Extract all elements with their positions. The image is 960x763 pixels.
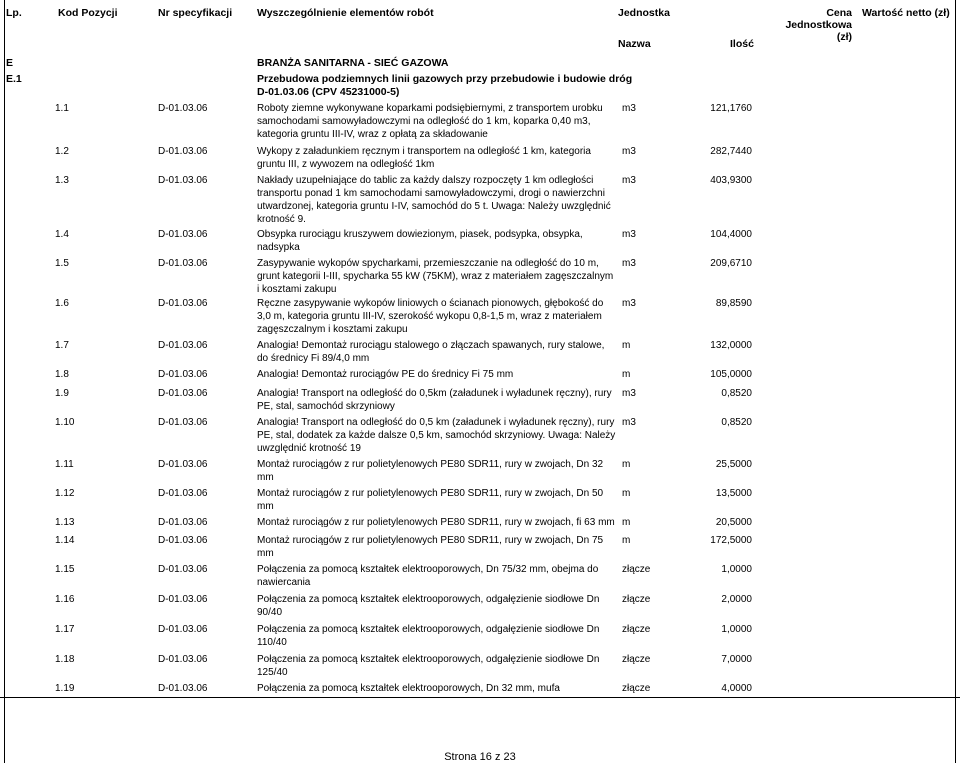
row-lp: 1.15 (55, 564, 75, 575)
row-desc: Połączenia za pomocą kształtek elektrooporowych, odgałęzienie siodłowe Dn 110/40 (257, 624, 600, 648)
row-unit: m (622, 340, 631, 351)
row-desc: Połączenia za pomocą kształtek elektrooporowych, odgałęzienie siodłowe Dn 90/40 (257, 594, 600, 618)
row-qty: 121,1760 (710, 103, 752, 114)
row-desc: Nakłady uzupełniające do tablic za każdy dalszy rozpoczęty 1 km odległości transportu ponad 1 km samochodami samowyładowczymi, drogi o nawierzchni utwardzonej, kategoria gruntu I-IV, samochód do 5 t. Uwaga: Należy uwzględnić krotność 9. (257, 175, 611, 225)
row-unit: m (622, 488, 631, 499)
row-lp: 1.8 (55, 369, 69, 380)
row-kod: D-01.03.06 (158, 388, 208, 399)
row-unit: m3 (622, 258, 636, 269)
row-qty: 172,5000 (710, 535, 752, 546)
header-opis: Wyszczególnienie elementów robót (257, 7, 434, 19)
row-desc: Analogia! Transport na odległość do 0,5 km (załadunek i wyładunek ręczny), rury PE, stal, dodatek za każde dalsze 0,5 km, samochód skrzyniowy. Uwaga: Należy uwzględnić krotność 19 (257, 417, 616, 454)
row-lp: 1.7 (55, 340, 69, 351)
row-lp: 1.2 (55, 146, 69, 157)
row-lp: 1.12 (55, 488, 75, 499)
row-qty: 25,5000 (715, 459, 752, 470)
row-qty: 89,8590 (715, 298, 752, 309)
section-e-code: E (6, 57, 14, 69)
row-lp: 1.6 (55, 298, 69, 309)
row-kod: D-01.03.06 (158, 564, 208, 575)
row-desc: Połączenia za pomocą kształtek elektrooporowych, Dn 75/32 mm, obejma do nawiercania (257, 564, 599, 588)
row-qty: 132,0000 (710, 340, 752, 351)
row-unit: m (622, 517, 631, 528)
row-qty: 1,0000 (721, 624, 752, 635)
section-e-title: BRANŻA SANITARNA - SIEĆ GAZOWA (257, 57, 449, 69)
row-unit: złącze (622, 683, 651, 694)
row-unit: m (622, 369, 631, 380)
row-desc: Analogia! Transport na odległość do 0,5km (załadunek i wyładunek ręczny), rury PE, stal, samochód skrzyniowy (257, 388, 612, 412)
row-unit: złącze (622, 564, 651, 575)
row-kod: D-01.03.06 (158, 340, 208, 351)
row-kod: D-01.03.06 (158, 594, 208, 605)
row-qty: 104,4000 (710, 229, 752, 240)
row-qty: 0,8520 (721, 417, 752, 428)
row-desc: Ręczne zasypywanie wykopów liniowych o ścianach pionowych, głębokość do 3,0 m, kategoria gruntu III-IV, szerokość wykopu 0,8-1,5 m, wraz z materiałem zagęszczalnym i kosztami zakupu (257, 298, 604, 335)
row-desc: Połączenia za pomocą kształtek elektrooporowych, Dn 32 mm, mufa (257, 683, 560, 694)
row-unit: m3 (622, 175, 636, 186)
header-cena-line2: (zł) (836, 31, 852, 43)
row-unit: złącze (622, 654, 651, 665)
row-lp: 1.9 (55, 388, 69, 399)
row-lp: 1.5 (55, 258, 69, 269)
row-kod: D-01.03.06 (158, 683, 208, 694)
row-kod: D-01.03.06 (158, 175, 208, 186)
row-unit: m (622, 459, 631, 470)
header-wartosc: Wartość netto (zł) (862, 7, 950, 19)
row-qty: 13,5000 (715, 488, 752, 499)
header-kod: Kod Pozycji (58, 7, 118, 19)
row-qty: 209,6710 (710, 258, 752, 269)
section-e1-code: E.1 (6, 73, 22, 85)
row-lp: 1.16 (55, 594, 75, 605)
row-unit: m3 (622, 298, 636, 309)
row-lp: 1.3 (55, 175, 69, 186)
row-lp: 1.18 (55, 654, 75, 665)
row-lp: 1.13 (55, 517, 75, 528)
row-qty: 0,8520 (721, 388, 752, 399)
row-unit: m3 (622, 417, 636, 428)
row-kod: D-01.03.06 (158, 517, 208, 528)
row-desc: Połączenia za pomocą kształtek elektrooporowych, odgałęzienie siodłowe Dn 125/40 (257, 654, 600, 678)
row-lp: 1.11 (55, 459, 74, 470)
row-desc: Zasypywanie wykopów spycharkami, przemieszczanie na odległość do 10 m, grunt kategorii I-III, spycharka 55 kW (75KM), wraz z materiałem zagęszczalnym i kosztami zakupu (257, 258, 614, 295)
row-unit: złącze (622, 594, 651, 605)
row-kod: D-01.03.06 (158, 535, 208, 546)
row-lp: 1.1 (55, 103, 69, 114)
left-border (4, 0, 5, 763)
row-kod: D-01.03.06 (158, 369, 208, 380)
header-lp: Lp. (6, 7, 22, 19)
row-kod: D-01.03.06 (158, 624, 208, 635)
row-unit: m (622, 535, 631, 546)
row-desc: Roboty ziemne wykonywane koparkami podsiębiernymi, z transportem urobku samochodami samowyładowczymi na odległość do 1 km, koparka 0,40 m3, kategoria gruntu III-IV, wraz z opłatą za składowanie (257, 103, 603, 140)
header-cena (760, 7, 852, 43)
row-desc: Montaż rurociągów z rur polietylenowych PE80 SDR11, rury w zwojach, Dn 75 mm (257, 535, 604, 559)
row-lp: 1.10 (55, 417, 75, 428)
row-desc: Obsypka rurociągu kruszywem dowiezionym, piasek, podsypka, obsypka, nadsypka (257, 229, 583, 253)
row-kod: D-01.03.06 (158, 417, 208, 428)
row-qty: 105,0000 (710, 369, 752, 380)
header-ilosc: Ilość (730, 38, 754, 50)
row-lp: 1.17 (55, 624, 75, 635)
row-unit: m3 (622, 388, 636, 399)
row-qty: 2,0000 (721, 594, 752, 605)
header-nazwa: Nazwa (618, 38, 651, 50)
row-qty: 20,5000 (715, 517, 752, 528)
row-desc: Analogia! Demontaż rurociągu stalowego o złączach spawanych, rury stalowe, do średnicy Fi 89/4,0 mm (257, 340, 605, 364)
page-number: Strona 16 z 23 (444, 751, 516, 763)
header-nr-spec: Nr specyfikacji (158, 7, 233, 19)
row-kod: D-01.03.06 (158, 654, 208, 665)
row-qty: 7,0000 (721, 654, 752, 665)
row-unit: m3 (622, 103, 636, 114)
row-unit: m3 (622, 229, 636, 240)
section-e1-line1: Przebudowa podziemnych linii gazowych przy przebudowie i budowie dróg (257, 73, 633, 85)
row-kod: D-01.03.06 (158, 103, 208, 114)
bottom-rule (0, 697, 960, 698)
row-qty: 282,7440 (710, 146, 752, 157)
header-cena-line1: Cena Jednostkowa (785, 7, 852, 31)
row-unit: m3 (622, 146, 636, 157)
row-desc: Montaż rurociągów z rur polietylenowych PE80 SDR11, rury w zwojach, Dn 50 mm (257, 488, 604, 512)
row-lp: 1.4 (55, 229, 69, 240)
row-qty: 4,0000 (721, 683, 752, 694)
row-kod: D-01.03.06 (158, 459, 208, 470)
row-qty: 403,9300 (710, 175, 752, 186)
right-border (955, 0, 956, 763)
row-kod: D-01.03.06 (158, 229, 208, 240)
row-qty: 1,0000 (721, 564, 752, 575)
row-kod: D-01.03.06 (158, 258, 208, 269)
table-header (0, 0, 960, 43)
row-desc: Montaż rurociągów z rur polietylenowych PE80 SDR11, rury w zwojach, Dn 32 mm (257, 459, 604, 483)
row-lp: 1.19 (55, 683, 75, 694)
row-lp: 1.14 (55, 535, 75, 546)
row-desc: Wykopy z załadunkiem ręcznym i transportem na odległość 1 km, kategoria gruntu III, z wywozem na odległość 1km (257, 146, 591, 170)
row-kod: D-01.03.06 (158, 146, 208, 157)
row-kod: D-01.03.06 (158, 488, 208, 499)
section-e1-line2: D-01.03.06 (CPV 45231000-5) (257, 86, 400, 98)
row-desc: Analogia! Demontaż rurociągów PE do średnicy Fi 75 mm (257, 369, 514, 380)
row-kod: D-01.03.06 (158, 298, 208, 309)
row-unit: złącze (622, 624, 651, 635)
row-desc: Montaż rurociągów z rur polietylenowych PE80 SDR11, rury w zwojach, fi 63 mm (257, 517, 615, 528)
header-jednostka: Jednostka (618, 7, 670, 19)
